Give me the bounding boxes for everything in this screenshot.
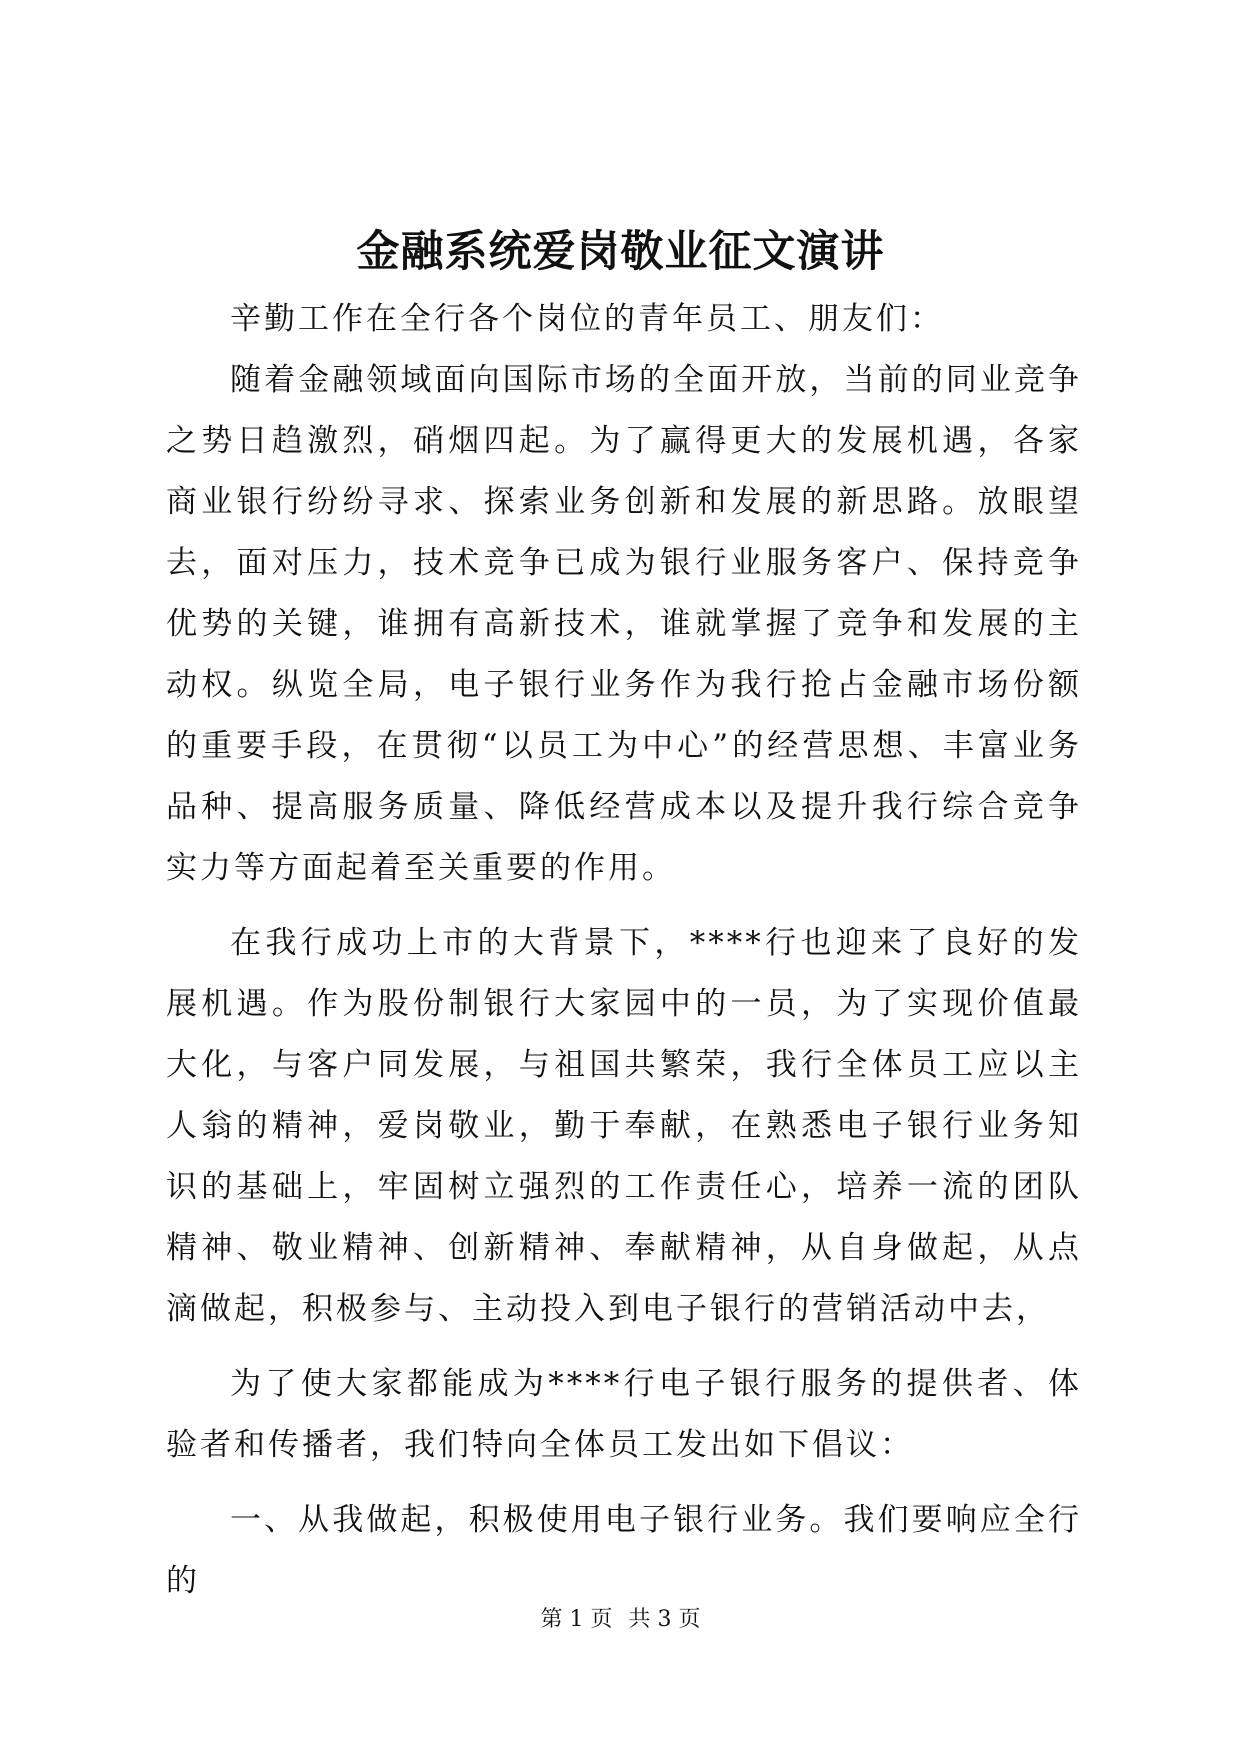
paragraph-1: 随着金融领域面向国际市场的全面开放，当前的同业竞争之势日趋激烈，硝烟四起。为了赢得更大的发展机遇，各家商业银行纷纷寻求、探索业务创新和发展的新思路。放眼望去，面对压力，技术竞争已成为银行业服务客户、保持竞争优势的关键，谁拥有高新技术，谁就掌握了竞争和发展的主动权。纵览全局，电子银行业务作为我行抢占金融市场份额的重要手段，在贯彻“以员工为中心”的经营思想、丰富业务品种、提高服务质量、降低经营成本以及提升我行综合竞争实力等方面起着至关重要的作用。 — [166, 362, 1082, 886]
page-number: 第 1 页 — [540, 1607, 613, 1632]
paragraph-4: 一、从我做起，积极使用电子银行业务。我们要响应全行的 — [166, 1502, 1082, 1599]
document-title: 金融系统爱岗敬业征文演讲 — [356, 227, 885, 277]
page-total: 共 3 页 — [628, 1607, 701, 1632]
document-body — [166, 289, 1082, 1612]
paragraph-2: 在我行成功上市的大背景下，****行也迎来了良好的发展机遇。作为股份制银行大家园中的一员，为了实现价值最大化，与客户同发展，与祖国共繁荣，我行全体员工应以主人翁的精神，爱岗敬业，勤于奉献，在熟悉电子银行业务知识的基础上，牢固树立强烈的工作责任心，培养一流的团队精神、敬业精神、创新精神、奉献精神，从自身做起，从点滴做起，积极参与、主动投入到电子银行的营销活动中去， — [166, 925, 1082, 1327]
greeting-line: 辛勤工作在全行各个岗位的青年员工、朋友们： — [230, 301, 944, 337]
paragraph-3: 为了使大家都能成为****行电子银行服务的提供者、体验者和传播者，我们特向全体员工发出如下倡议： — [166, 1366, 1082, 1463]
page-footer — [0, 1605, 1241, 1635]
